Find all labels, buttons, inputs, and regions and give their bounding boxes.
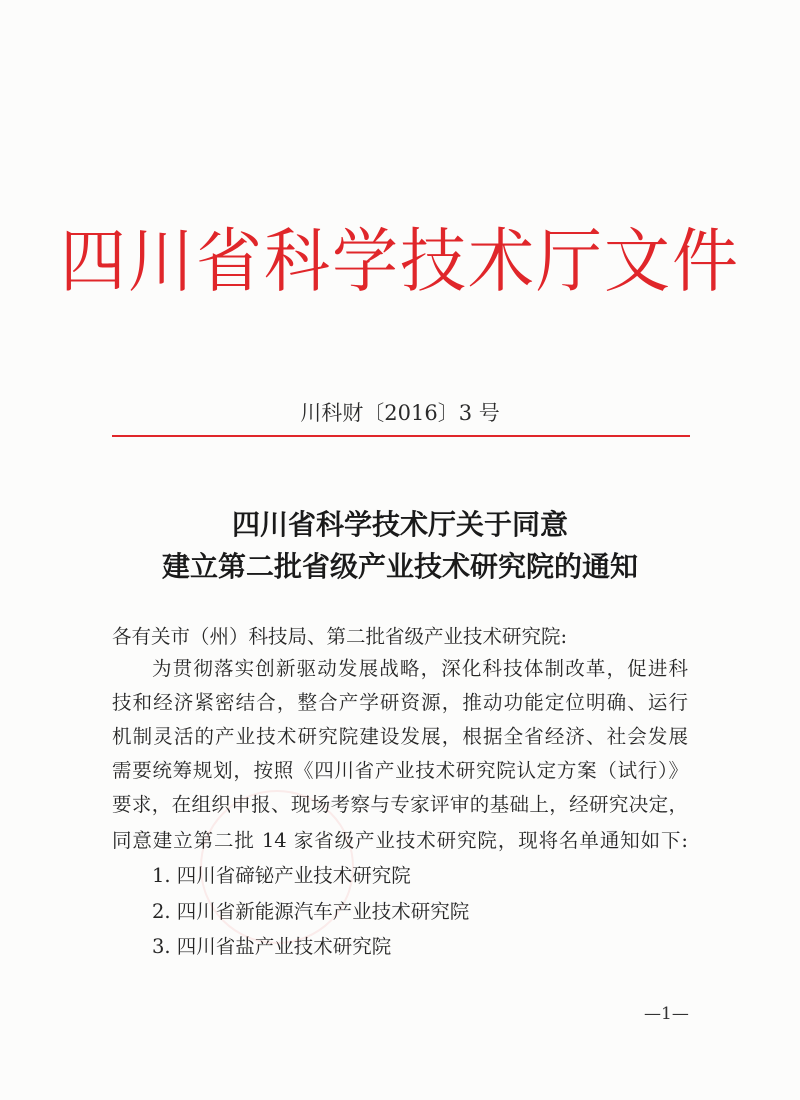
body-line-4: 需要统筹规划，按照《四川省产业技术研究院认定方案（试行）》 <box>112 759 688 782</box>
addressee-line: 各有关市（州）科技局、第二批省级产业技术研究院: <box>112 625 568 648</box>
list-item-2: 2. 四川省新能源汽车产业技术研究院 <box>152 900 470 923</box>
list-item-3: 3. 四川省盐产业技术研究院 <box>152 935 392 958</box>
body-line-5: 要求，在组织申报、现场考察与专家评审的基础上，经研究决定， <box>112 793 688 816</box>
body-line-3: 机制灵活的产业技术研究院建设发展，根据全省经济、社会发展 <box>112 725 688 748</box>
document-number: 川科财〔2016〕3 号 <box>300 401 500 425</box>
red-divider-line <box>112 435 690 437</box>
body-line-2: 技和经济紧密结合，整合产学研资源，推动功能定位明确、运行 <box>112 691 688 714</box>
issuer-header-title: 四川省科学技术厅文件 <box>60 221 740 302</box>
document-title-line-2: 建立第二批省级产业技术研究院的通知 <box>161 550 638 583</box>
document-title-line-1: 四川省科学技术厅关于同意 <box>231 508 568 541</box>
body-line-6: 同意建立第二批 14 家省级产业技术研究院，现将名单通知如下: <box>112 829 688 852</box>
list-item-1: 1. 四川省碲铋产业技术研究院 <box>152 864 411 887</box>
body-line-1: 为贯彻落实创新驱动发展战略，深化科技体制改革，促进科 <box>152 657 688 680</box>
page-number: —1— <box>644 1004 689 1024</box>
